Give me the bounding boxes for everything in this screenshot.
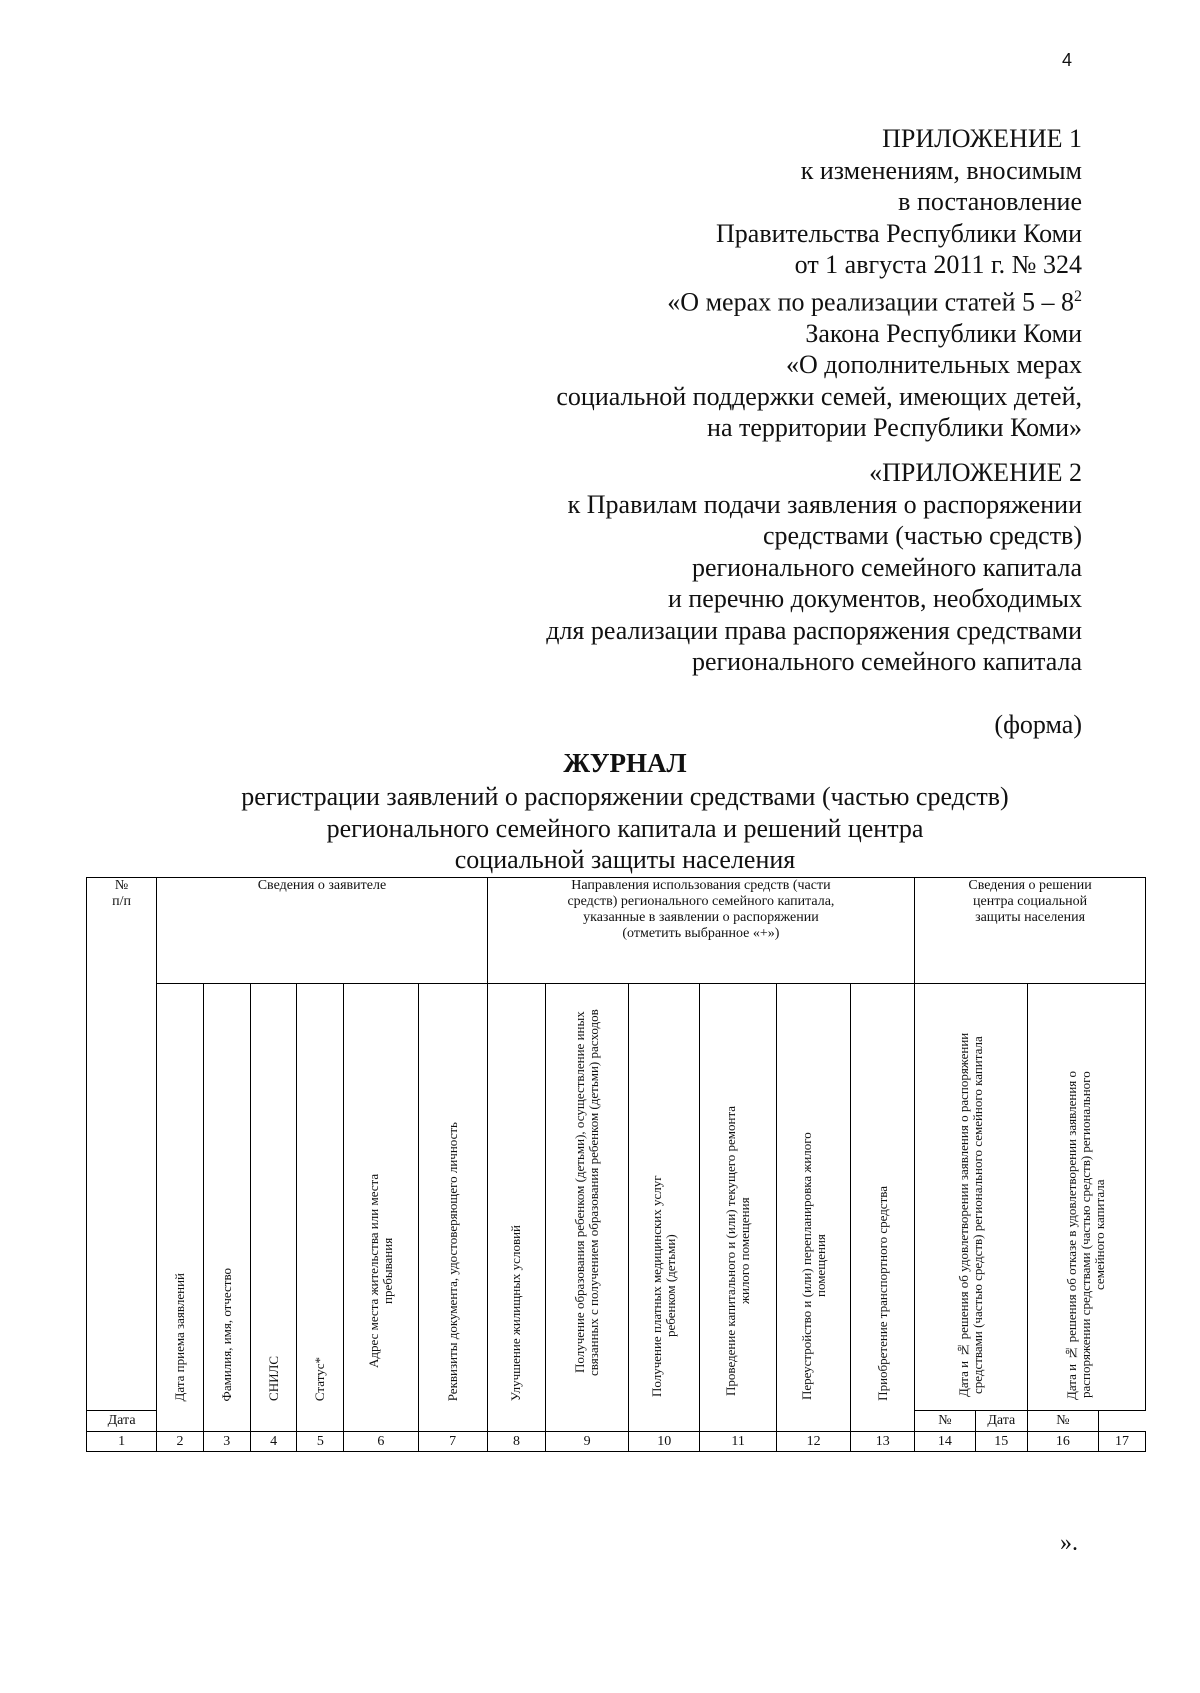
appendix-2-line: и перечню документов, необходимых	[667, 584, 1082, 613]
column-header-text: Статус*	[312, 1356, 328, 1401]
column-header-text: Улучшение жилищных условий	[508, 1224, 524, 1401]
appendix-2-line: «ПРИЛОЖЕНИЕ 2	[869, 458, 1082, 487]
appendix-1-line: Правительства Республики Коми	[716, 218, 1082, 248]
column-number: 14	[915, 1432, 976, 1452]
column-number: 3	[203, 1432, 250, 1452]
column-header-cell	[851, 984, 915, 1432]
appendix-1-line	[556, 281, 1082, 318]
appendix-1-heading	[556, 123, 1082, 444]
column-header-text: Проведение капитального и (или) текущего ремонта жилого помещения	[723, 1105, 753, 1397]
appendix-1-line: социальной поддержки семей, имеющих детей,	[556, 381, 1082, 411]
column-number: 16	[1027, 1432, 1098, 1452]
column-header-cell	[418, 984, 487, 1432]
column-header-text: Дата и № решения об удовлетворении заявления о распоряжении средствами (частью средств) регионального семейного капитала	[955, 1032, 985, 1398]
subheader-number: №	[1027, 1410, 1098, 1431]
appendix-1-line: к изменениям, вносимым	[800, 155, 1082, 185]
column-header-text: Реквизиты документа, удостоверяющего личность	[444, 1121, 460, 1401]
column-number: 1	[87, 1432, 157, 1452]
subheader-number: №	[915, 1410, 976, 1431]
document-subtitle	[0, 781, 1200, 876]
subheader-date: Дата	[87, 1410, 157, 1431]
appendix-2-line: средствами (частью средств)	[763, 521, 1082, 550]
header-decision: Сведения о решении центра социальной защиты населения	[915, 878, 1146, 984]
appendix-2-line: к Правилам подачи заявления о распоряжении	[567, 489, 1082, 519]
superscript: 2	[1074, 287, 1082, 305]
column-number: 2	[157, 1432, 204, 1452]
appendix-2-line: регионального семейного капитала	[691, 647, 1082, 676]
column-header-cell	[344, 984, 418, 1432]
appendix-1-line: на территории Республики Коми»	[707, 413, 1082, 443]
column-header-text: Приобретение транспортного средства	[874, 1186, 890, 1401]
column-header-cell	[297, 984, 344, 1432]
closing-quote: ».	[1060, 1530, 1078, 1556]
column-number: 8	[487, 1432, 545, 1452]
appendix-1-line: от 1 августа 2011 г. № 324	[794, 250, 1082, 279]
column-header-text: Фамилия, имя, отчество	[218, 1267, 234, 1401]
journal-table	[86, 877, 1146, 1452]
column-header-cell	[250, 984, 297, 1432]
form-label: (форма)	[994, 710, 1082, 739]
subtitle-line: регистрации заявлений о распоряжении средствами (частью средств)	[241, 782, 1009, 811]
subtitle-line: регионального семейного капитала и решений центра	[326, 813, 924, 843]
column-header-text: Получение платных медицинских услуг ребенком (детьми)	[649, 1175, 679, 1397]
appendix-1-line-text: «О мерах по реализации статей 5 – 8	[667, 287, 1074, 317]
column-header-text: Дата приема заявлений	[172, 1272, 188, 1401]
column-number: 13	[851, 1432, 915, 1452]
column-number: 15	[975, 1432, 1027, 1452]
subheader-date: Дата	[975, 1410, 1027, 1431]
appendix-1-line: ПРИЛОЖЕНИЕ 1	[882, 124, 1082, 153]
column-header-cell	[546, 984, 629, 1432]
column-number: 6	[344, 1432, 418, 1452]
column-header-cell	[776, 984, 850, 1432]
appendix-2-line: регионального семейного капитала	[691, 552, 1082, 582]
column-number: 7	[418, 1432, 487, 1452]
column-header-text: Получение образования ребенком (детьми), осуществление иных связанных с получением образования ребенком (детьми) расходов	[572, 1009, 602, 1376]
column-header-cell	[203, 984, 250, 1432]
column-header-text: Адрес места жительства или места пребывания	[365, 1173, 395, 1369]
column-number: 4	[250, 1432, 297, 1452]
column-number: 17	[1099, 1432, 1146, 1452]
appendix-1-line: «О дополнительных мерах	[785, 350, 1082, 380]
document-title: ЖУРНАЛ	[563, 748, 687, 778]
column-number: 5	[297, 1432, 344, 1452]
column-header-cell	[700, 984, 777, 1432]
column-header-cell	[915, 984, 1028, 1411]
appendix-1-line: в постановление	[898, 187, 1082, 216]
column-number: 11	[700, 1432, 777, 1452]
header-number: № п/п	[87, 878, 157, 1411]
appendix-2-line: для реализации права распоряжения средствами	[546, 615, 1082, 645]
column-header-text: Дата и № решения об отказе в удовлетворении заявления о распоряжении средствами (частью средств) регионального семейного капитала	[1064, 1070, 1108, 1400]
column-header-cell	[157, 984, 204, 1432]
column-header-cell	[629, 984, 700, 1432]
column-number: 12	[776, 1432, 850, 1452]
appendix-2-heading	[546, 457, 1082, 678]
subtitle-line: социальной защиты населения	[454, 845, 796, 874]
page-number: 4	[1062, 50, 1073, 70]
column-number: 10	[629, 1432, 700, 1452]
column-header-text: Переустройство и (или) перепланировка жилого помещения	[798, 1132, 828, 1400]
header-directions: Направления использования средств (части средств) регионального семейного капитала, указанные в заявлении о распоряжении (отметить выбранное «+»)	[487, 878, 914, 984]
column-header-cell	[1027, 984, 1145, 1411]
column-number: 9	[546, 1432, 629, 1452]
column-header-text: СНИЛС	[265, 1356, 281, 1401]
column-header-cell	[487, 984, 545, 1432]
appendix-1-line: Закона Республики Коми	[805, 318, 1082, 348]
header-applicant: Сведения о заявителе	[157, 878, 488, 984]
